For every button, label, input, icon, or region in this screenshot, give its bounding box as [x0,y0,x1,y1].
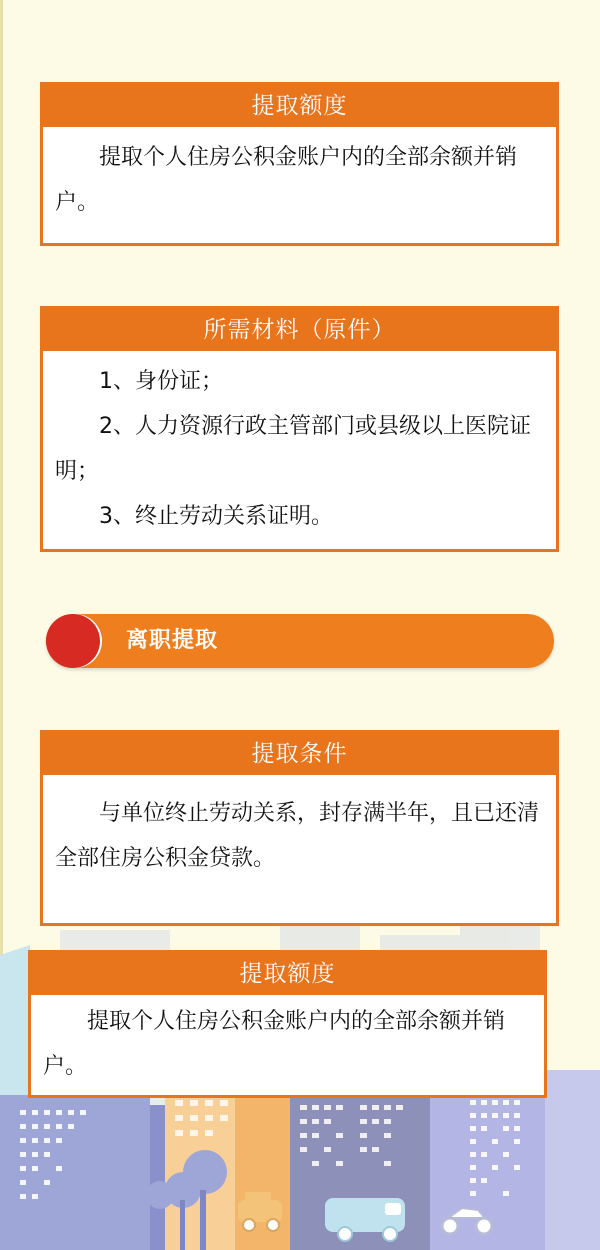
card-title: 提取条件 [43,733,556,775]
card-paragraph: 提取个人住房公积金账户内的全部余额并销户。 [55,145,518,215]
card-title: 提取额度 [31,953,544,995]
card-paragraph: 2、人力资源行政主管部门或县级以上医院证明； [55,414,531,484]
card-paragraph: 提取个人住房公积金账户内的全部余额并销户。 [43,1009,506,1079]
card-paragraph: 与单位终止劳动关系，封存满半年，且已还清全部住房公积金贷款。 [55,801,540,871]
withdrawal-amount-card [40,82,559,246]
card-title: 提取额度 [43,85,556,127]
red-circle-icon [46,614,100,668]
card-body [43,351,556,539]
card-paragraph: 3、终止劳动关系证明。 [99,504,333,529]
withdrawal-amount-card-2 [28,950,547,1098]
card-body [31,995,544,1089]
section-title: 离职提取 [126,628,219,653]
section-header-resignation [46,614,554,668]
card-title: 所需材料（原件） [43,309,556,351]
card-paragraph: 1、身份证； [99,369,223,394]
card-body [43,775,556,881]
withdrawal-conditions-card [40,730,559,926]
required-materials-card [40,306,559,552]
card-body [43,127,556,225]
